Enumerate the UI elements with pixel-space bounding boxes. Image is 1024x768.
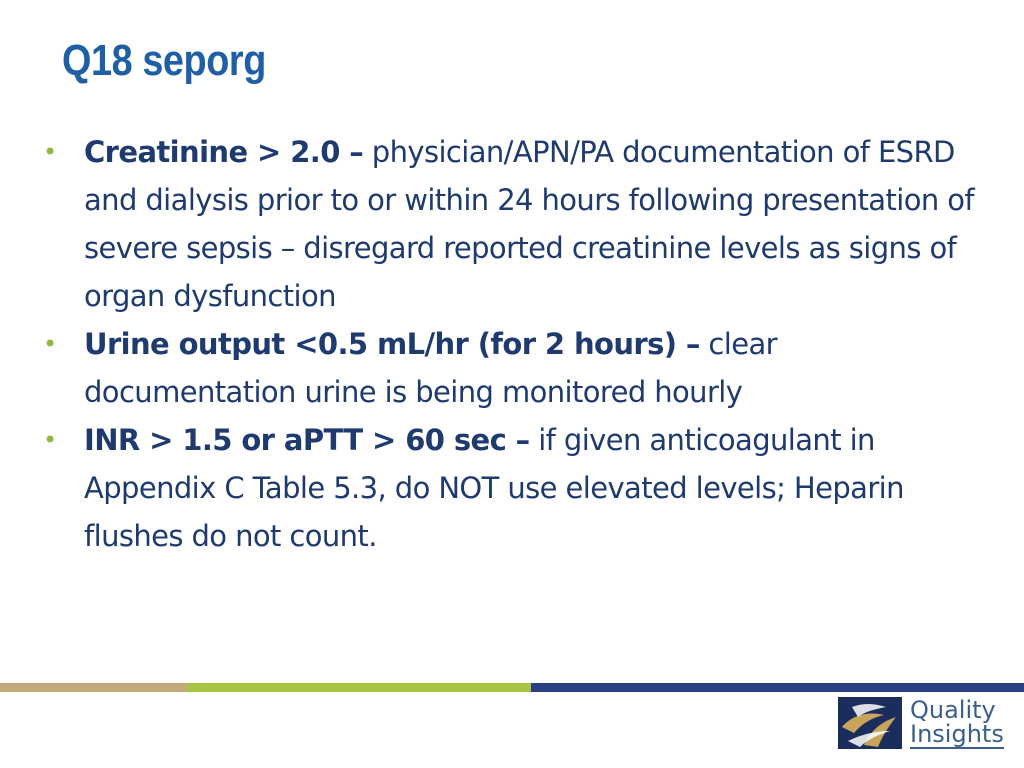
footer-color-bar (0, 683, 1024, 692)
color-bar-green-segment (187, 683, 531, 692)
bullet-list (43, 128, 993, 560)
bullet-text-urine-output: clear documentation urine is being monitored hourly (84, 327, 777, 409)
bullet-item-inr-aptt (43, 416, 993, 560)
color-bar-navy-segment (531, 683, 1024, 692)
color-bar-tan-segment (0, 683, 187, 692)
bullet-dot-icon: • (43, 138, 57, 166)
logo-text-quality: Quality (910, 695, 996, 724)
logo-wordmark (910, 695, 1004, 749)
bullet-item-urine-output (43, 320, 993, 416)
bullet-item-creatinine (43, 128, 993, 320)
bullet-dot-icon: • (43, 330, 57, 358)
quality-insights-logo (838, 697, 1004, 749)
bullet-dot-icon: • (43, 426, 57, 454)
bullet-heading-urine-output: Urine output <0.5 mL/hr (for 2 hours) – (84, 327, 700, 361)
bullet-text-inr-aptt: if given anticoagulant in Appendix C Table 5.3, do NOT use elevated levels; Heparin flushes do not count. (84, 423, 904, 553)
bullet-heading-inr-aptt: INR > 1.5 or aPTT > 60 sec – (84, 423, 530, 457)
bullet-heading-creatinine: Creatinine > 2.0 – (84, 135, 364, 169)
slide-title: Q18 seporg (62, 36, 266, 85)
bullet-text-creatinine: physician/APN/PA documentation of ESRD and dialysis prior to or within 24 hours following presentation of severe sepsis – disregard reported creatinine levels as signs of organ dysfunction (84, 135, 974, 313)
logo-mark-icon (838, 697, 902, 749)
logo-text-insights: Insights (910, 719, 1004, 748)
